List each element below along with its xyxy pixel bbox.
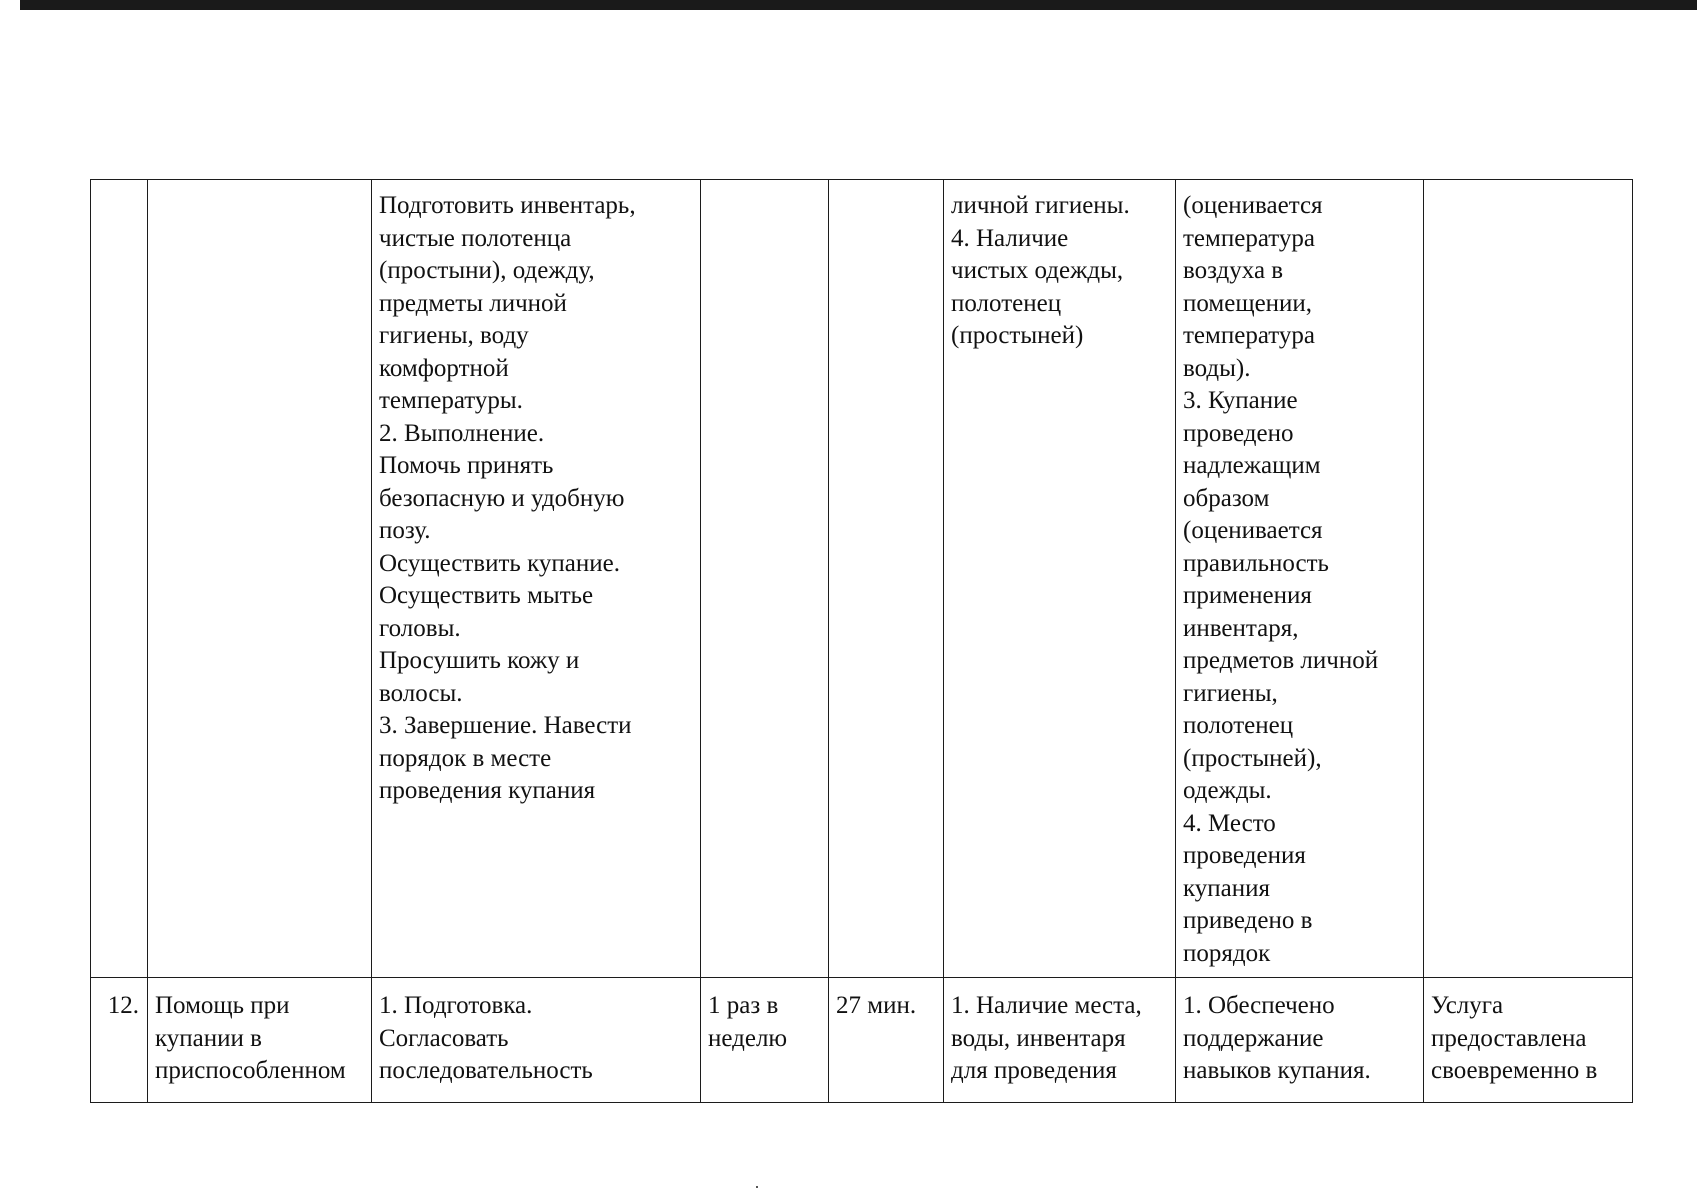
cell-quality: Услуга предоставлена своевременно в xyxy=(1424,978,1633,1103)
table-row-continuation xyxy=(91,180,1633,978)
cell-duration xyxy=(829,180,944,978)
cell-frequency xyxy=(701,180,829,978)
cell-conditions: личной гигиены. 4. Наличие чистых одежды, полотенец (простыней) xyxy=(944,180,1176,978)
cell-results: 1. Обеспечено поддержание навыков купания. xyxy=(1176,978,1424,1103)
cell-results: (оценивается температура воздуха в помещении, температура воды). 3. Купание проведено надлежащим образом (оценивается правильность применения инвентаря, предметов личной гигиены, полотенец (простыней), одежды. 4. Место проведения купания приведено в порядок xyxy=(1176,180,1424,978)
cell-conditions: 1. Наличие места, воды, инвентаря для проведения xyxy=(944,978,1176,1103)
cell-quality xyxy=(1424,180,1633,978)
cell-procedure: 1. Подготовка. Согласовать последовательность xyxy=(372,978,701,1103)
scan-top-edge xyxy=(20,0,1697,10)
cell-procedure: Подготовить инвентарь, чистые полотенца (простыни), одежду, предметы личной гигиены, воду комфортной температуры. 2. Выполнение. Помочь принять безопасную и удобную позу. Осуществить купание. Осуществить мытье головы. Просушить кожу и волосы. 3. Завершение. Навести порядок в месте проведения купания xyxy=(372,180,701,978)
cell-number xyxy=(91,180,148,978)
cell-number: 12. xyxy=(91,978,148,1103)
cell-frequency: 1 раз в неделю xyxy=(701,978,829,1103)
cell-service-name: Помощь при купании в приспособленном xyxy=(148,978,372,1103)
table-row-12 xyxy=(91,978,1633,1103)
cell-service-name xyxy=(148,180,372,978)
scan-speck xyxy=(756,1186,758,1188)
services-table xyxy=(90,179,1633,1103)
cell-duration: 27 мин. xyxy=(829,978,944,1103)
